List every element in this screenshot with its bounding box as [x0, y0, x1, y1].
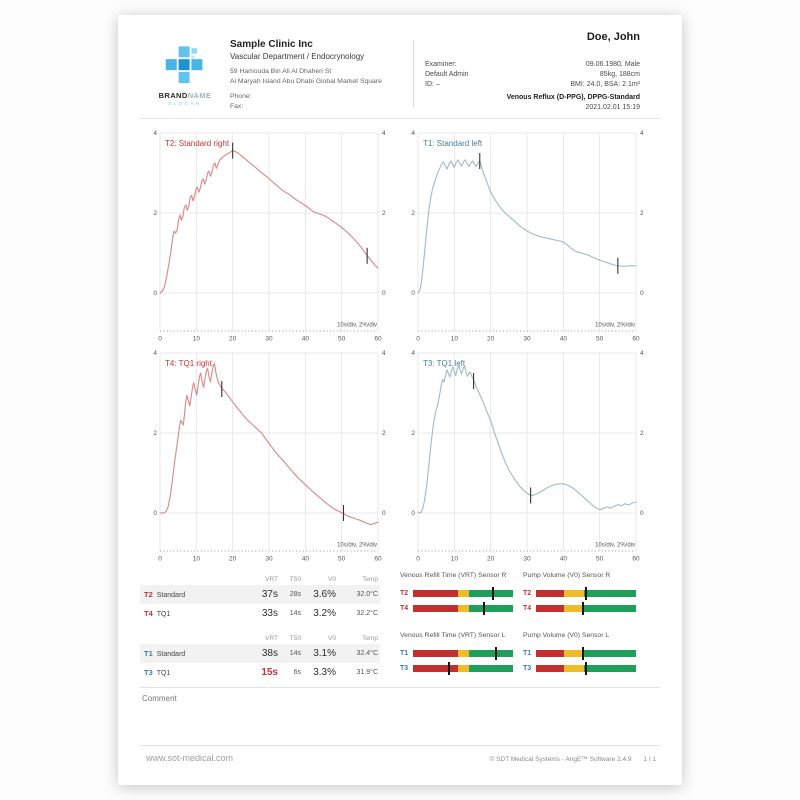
- chart-t1-standard-left: [406, 125, 648, 343]
- bar-row: [400, 646, 513, 661]
- comment-rule: [140, 687, 660, 688]
- svg-text:0: 0: [153, 510, 157, 518]
- t50-value: 28s: [289, 591, 301, 598]
- value-marker: [585, 662, 587, 675]
- svg-text:40: 40: [559, 335, 567, 343]
- cross-logo-icon: [163, 45, 207, 88]
- svg-text:10: 10: [450, 335, 458, 343]
- bar-group: [523, 572, 638, 616]
- range-bar: [536, 590, 636, 597]
- bar-group-title: Pump Volume (V0) Sensor R: [523, 572, 611, 579]
- bar-segment-low: [536, 590, 564, 597]
- vrt-value: 38s: [261, 648, 278, 659]
- bar-segment-ok: [469, 590, 513, 597]
- svg-text:10: 10: [192, 335, 200, 343]
- column-header: V0: [328, 575, 336, 583]
- study-title: Venous Reflux (D-PPG), DPPG-Standard: [506, 94, 640, 101]
- svg-text:60: 60: [374, 555, 382, 563]
- clinic-name: Sample Clinic Inc: [230, 39, 313, 50]
- svg-text:0: 0: [153, 290, 157, 298]
- bar-segment-mid: [564, 590, 584, 597]
- bar-segment-ok: [469, 605, 513, 612]
- bar-row: [523, 586, 638, 601]
- bar-sensor-label: T2: [523, 590, 532, 597]
- svg-text:4: 4: [153, 350, 157, 358]
- svg-text:2: 2: [411, 430, 415, 438]
- svg-text:2: 2: [153, 430, 157, 438]
- comment-label: Comment: [142, 694, 177, 703]
- bar-segment-low: [413, 590, 458, 597]
- column-header: Temp: [362, 575, 378, 583]
- svg-text:10: 10: [192, 555, 200, 563]
- bar-segment-low: [536, 605, 564, 612]
- svg-text:2: 2: [640, 430, 644, 438]
- svg-text:0: 0: [411, 290, 415, 298]
- bar-sensor-label: T1: [523, 650, 532, 657]
- header-rule: [140, 118, 660, 119]
- bar-row: [400, 586, 513, 601]
- svg-text:0: 0: [382, 290, 386, 298]
- patient-dob-sex: 09.06.1980, Male: [585, 61, 640, 68]
- bar-sensor-label: T1: [400, 650, 409, 657]
- svg-text:50: 50: [596, 555, 604, 563]
- temp-value: 31.9°C: [356, 669, 378, 676]
- result-row: [140, 585, 380, 604]
- patient-data-block: [423, 60, 640, 90]
- svg-text:40: 40: [559, 555, 567, 563]
- column-header: VRT: [265, 575, 278, 583]
- svg-text:30: 30: [523, 555, 531, 563]
- bar-segment-low: [413, 665, 458, 672]
- svg-text:30: 30: [265, 335, 273, 343]
- brand-slogan: SLOGAN: [168, 101, 202, 106]
- sensor-r-indicators: [400, 572, 650, 616]
- value-marker: [483, 602, 485, 615]
- bar-segment-ok: [584, 650, 636, 657]
- value-marker: [492, 587, 494, 600]
- address-line-2: Al Maryah Island Abu Dhabi Global Market Square: [230, 77, 382, 85]
- bar-sensor-label: T3: [400, 665, 409, 672]
- svg-text:10s/div, 2%/div: 10s/div, 2%/div: [337, 322, 377, 329]
- result-row: [140, 604, 380, 623]
- svg-text:0: 0: [158, 335, 162, 343]
- patient-id: ID: –: [425, 81, 440, 88]
- temp-value: 32.4°C: [356, 650, 378, 657]
- v0-value: 3.6%: [313, 589, 336, 600]
- study-datetime: 2021.02.01 15:19: [585, 104, 640, 111]
- bar-section: [400, 632, 650, 676]
- bar-group-title: Venous Refill Time (VRT) Sensor L: [400, 632, 506, 639]
- bar-segment-mid: [458, 605, 469, 612]
- svg-text:T1: Standard left: T1: Standard left: [423, 139, 483, 148]
- svg-text:20: 20: [229, 335, 237, 343]
- chart-t3-tq1-left: [406, 345, 648, 563]
- clinic-department: Vascular Department / Endocrynology: [230, 52, 365, 61]
- t50-value: 6s: [293, 669, 301, 676]
- examiner-label: Examiner:: [425, 61, 457, 68]
- bar-sensor-label: T4: [400, 605, 409, 612]
- column-header: T50: [289, 634, 301, 642]
- result-row: [140, 644, 380, 663]
- svg-text:2: 2: [411, 210, 415, 218]
- sensor-label: T4 TQ1: [144, 609, 171, 618]
- svg-text:T2: Standard right: T2: Standard right: [165, 139, 230, 148]
- report-page: [118, 15, 682, 785]
- v0-value: 3.3%: [313, 667, 336, 678]
- svg-text:60: 60: [632, 555, 640, 563]
- svg-text:T4: TQ1 right: T4: TQ1 right: [165, 359, 212, 368]
- svg-text:50: 50: [338, 335, 346, 343]
- range-bar: [413, 665, 513, 672]
- value-marker: [582, 602, 584, 615]
- column-header: VRT: [265, 634, 278, 642]
- footer-rule: [140, 745, 660, 746]
- bar-sensor-label: T4: [523, 605, 532, 612]
- patient-bmi-bsa: BMI: 24.0, BSA: 2.1m²: [570, 81, 640, 88]
- patient-name: Doe, John: [586, 31, 640, 43]
- bar-segment-ok: [469, 650, 513, 657]
- clinic-info: [230, 39, 382, 111]
- result-tables: [140, 573, 380, 691]
- bar-segment-mid: [458, 665, 469, 672]
- range-bar: [413, 605, 513, 612]
- result-row: [140, 663, 380, 682]
- v0-value: 3.1%: [313, 648, 336, 659]
- brand-name: [148, 91, 222, 100]
- bar-row: [523, 661, 638, 676]
- svg-text:30: 30: [523, 335, 531, 343]
- footer-page-indicator: 1 / 1: [643, 756, 656, 763]
- footer-website: www.sot-medical.com: [146, 753, 234, 763]
- sensor-label: T2 Standard: [144, 590, 186, 599]
- result-table-header: [140, 573, 380, 585]
- svg-text:4: 4: [640, 350, 644, 358]
- svg-text:0: 0: [382, 510, 386, 518]
- bar-segment-low: [413, 605, 458, 612]
- range-bar: [536, 605, 636, 612]
- svg-text:10s/div, 2%/div: 10s/div, 2%/div: [595, 542, 635, 549]
- v0-value: 3.2%: [313, 608, 336, 619]
- bar-row: [400, 661, 513, 676]
- value-marker: [585, 587, 587, 600]
- clinic-address: [230, 67, 382, 86]
- bar-segment-mid: [564, 605, 584, 612]
- bar-segment-mid: [458, 590, 469, 597]
- svg-text:0: 0: [416, 555, 420, 563]
- vrt-value: 15s: [261, 667, 278, 678]
- sensor-label: T1 Standard: [144, 649, 186, 658]
- svg-text:40: 40: [301, 555, 309, 563]
- svg-text:4: 4: [382, 130, 386, 138]
- svg-text:40: 40: [301, 335, 309, 343]
- svg-text:2: 2: [382, 430, 386, 438]
- chart-t4-tq1-right: [148, 345, 390, 563]
- bar-segment-mid: [564, 665, 584, 672]
- brand-name-bold: BRAND: [158, 91, 188, 100]
- footer-meta: [480, 756, 656, 763]
- svg-text:60: 60: [632, 335, 640, 343]
- svg-text:0: 0: [640, 290, 644, 298]
- chart-t2-standard-right: [148, 125, 390, 343]
- svg-text:10s/div, 2%/div: 10s/div, 2%/div: [595, 322, 635, 329]
- bar-sensor-label: T3: [523, 665, 532, 672]
- fax-label: Fax:: [230, 102, 244, 110]
- bar-segment-ok: [584, 590, 636, 597]
- bar-row: [400, 601, 513, 616]
- brand-name-light: NAME: [187, 91, 212, 100]
- range-bar: [536, 665, 636, 672]
- patient-weight-height: 85kg, 188cm: [599, 71, 640, 78]
- phone-label: Phone:: [230, 93, 252, 100]
- range-bar: [413, 590, 513, 597]
- column-header: T50: [289, 575, 301, 583]
- bar-segment-mid: [564, 650, 584, 657]
- svg-text:T3: TQ1 left: T3: TQ1 left: [423, 359, 466, 368]
- range-bar: [536, 650, 636, 657]
- clinic-contact: [230, 92, 382, 111]
- sensor-label: T3 TQ1: [144, 668, 171, 677]
- t50-value: 14s: [289, 610, 301, 617]
- svg-text:20: 20: [229, 555, 237, 563]
- svg-text:4: 4: [382, 350, 386, 358]
- svg-text:0: 0: [411, 510, 415, 518]
- bar-sensor-label: T2: [400, 590, 409, 597]
- bar-section: [400, 572, 650, 616]
- bar-group: [523, 632, 638, 676]
- svg-text:2: 2: [640, 210, 644, 218]
- value-marker: [495, 647, 497, 660]
- bar-segment-low: [536, 665, 564, 672]
- bar-group-title: Pump Volume (V0) Sensor L: [523, 632, 610, 639]
- header-divider: [413, 41, 414, 107]
- value-marker: [448, 662, 450, 675]
- sensor-l-indicators: [400, 632, 650, 676]
- svg-text:2: 2: [153, 210, 157, 218]
- footer-copyright: © SDT Medical Systems - AngE™ Software 2.4.9: [489, 756, 632, 763]
- svg-text:0: 0: [416, 335, 420, 343]
- bar-segment-low: [536, 650, 564, 657]
- examiner-name: Default Admin: [425, 71, 469, 78]
- value-marker: [582, 647, 584, 660]
- svg-text:20: 20: [487, 555, 495, 563]
- bar-group: [400, 572, 513, 616]
- bar-row: [523, 601, 638, 616]
- svg-text:10: 10: [450, 555, 458, 563]
- vrt-value: 37s: [261, 589, 278, 600]
- svg-text:0: 0: [158, 555, 162, 563]
- column-header: V0: [328, 634, 336, 642]
- brand-logo: [148, 45, 222, 106]
- svg-text:60: 60: [374, 335, 382, 343]
- svg-text:4: 4: [153, 130, 157, 138]
- svg-text:2: 2: [382, 210, 386, 218]
- svg-text:50: 50: [596, 335, 604, 343]
- svg-text:10s/div, 2%/div: 10s/div, 2%/div: [337, 542, 377, 549]
- svg-text:4: 4: [411, 130, 415, 138]
- bar-segment-low: [413, 650, 458, 657]
- bar-group: [400, 632, 513, 676]
- address-line-1: 59 Hamouda Bin Ali Al Dhaheri St: [230, 68, 332, 75]
- temp-value: 32.2°C: [356, 610, 378, 617]
- bar-segment-ok: [469, 665, 513, 672]
- svg-text:4: 4: [640, 130, 644, 138]
- bar-row: [523, 646, 638, 661]
- bar-segment-ok: [584, 665, 636, 672]
- svg-text:30: 30: [265, 555, 273, 563]
- svg-text:20: 20: [487, 335, 495, 343]
- svg-text:4: 4: [411, 350, 415, 358]
- bar-group-title: Venous Refill Time (VRT) Sensor R: [400, 572, 507, 579]
- svg-text:0: 0: [640, 510, 644, 518]
- result-table: [140, 573, 380, 623]
- range-bar: [413, 650, 513, 657]
- t50-value: 14s: [289, 650, 301, 657]
- column-header: Temp: [362, 634, 378, 642]
- bar-segment-ok: [584, 605, 636, 612]
- temp-value: 32.0°C: [356, 591, 378, 598]
- svg-text:50: 50: [338, 555, 346, 563]
- bar-segment-mid: [458, 650, 469, 657]
- charts-grid: [148, 125, 648, 563]
- result-table: [140, 632, 380, 682]
- vrt-value: 33s: [261, 608, 278, 619]
- result-table-header: [140, 632, 380, 644]
